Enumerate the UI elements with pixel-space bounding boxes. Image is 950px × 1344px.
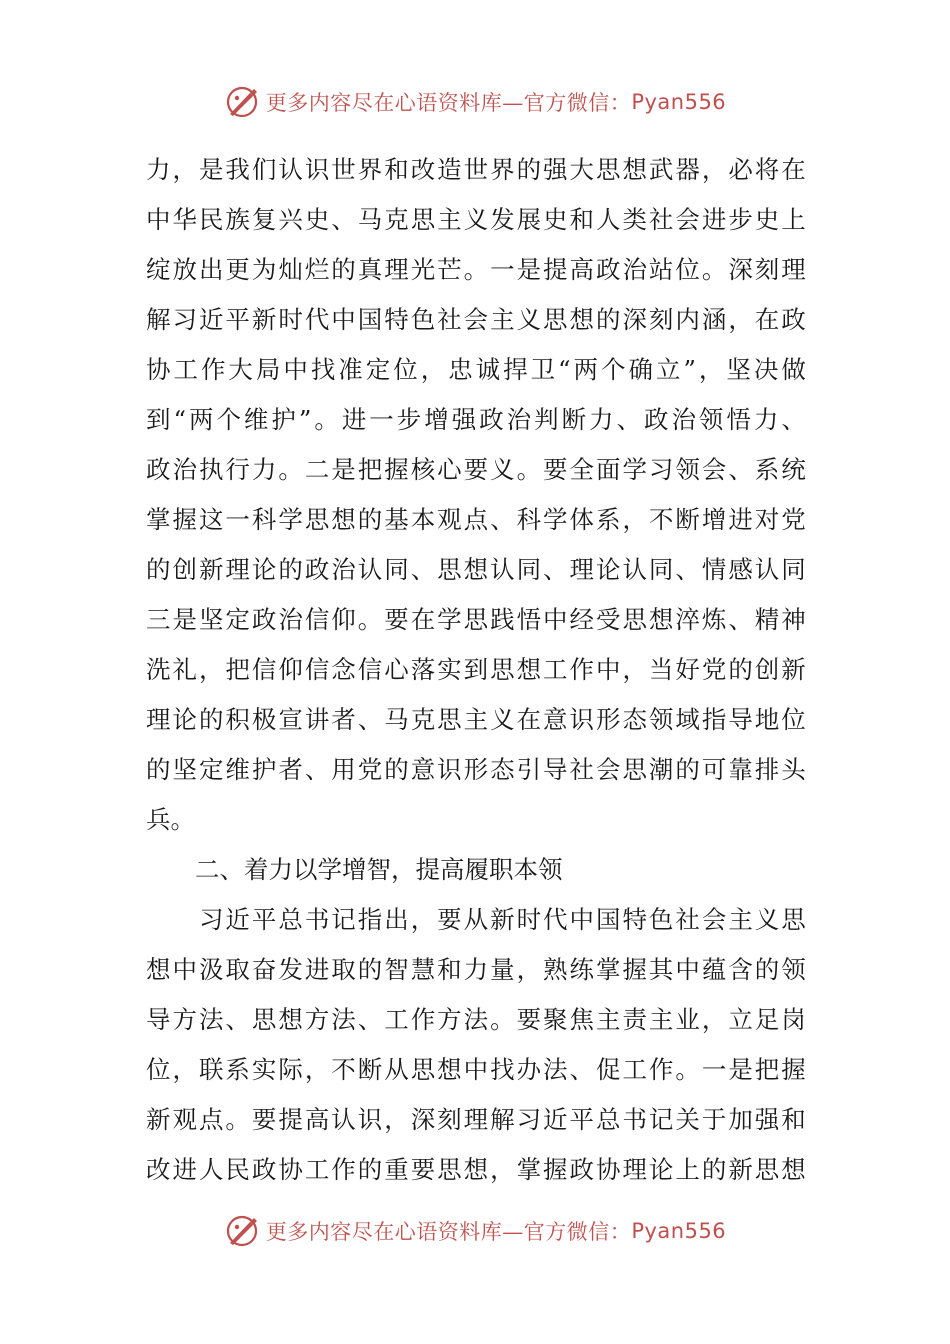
text-line: 掌 握 这 一 科 学 思 想 的 基 本 观 点 、 科 学 体 系 ， 不 断 增 进 对 党 xyxy=(146,505,806,534)
pen-circle-logo-icon xyxy=(224,1213,260,1249)
text-line: 协 工 作 大 局 中 找 准 定 位 ， 忠 诚 捍 卫 “ 两 个 确 立 ” ， 坚 决 做 xyxy=(146,355,806,384)
watermark-wechat-id: Pyan556 xyxy=(631,90,727,114)
pen-circle-logo-icon xyxy=(224,84,260,120)
text-line: 位 ， 联 系 实 际 ， 不 断 从 思 想 中 找 办 法 、 促 工 作 。 一 是 把 握 xyxy=(146,1055,806,1084)
document-body xyxy=(146,145,806,1195)
text-line: 理 论 的 积 极 宣 讲 者 、 马 克 思 主 义 在 意 识 形 态 领 域 指 导 地 位 xyxy=(146,705,806,734)
text-line: 的 创 新 理 论 的 政 治 认 同 、 思 想 认 同 、 理 论 认 同 、 情 感 认 同 xyxy=(146,555,806,584)
text-line: 力 ， 是 我 们 认 识 世 界 和 改 造 世 界 的 强 大 思 想 武 器 ， 必 将 在 xyxy=(146,155,806,184)
watermark-text: 更多内容尽在心语资料库—官方微信： xyxy=(265,1220,632,1244)
text-line: 兵。 xyxy=(146,805,195,834)
text-line: 想 中 汲 取 奋 发 进 取 的 智 慧 和 力 量 ， 熟 练 掌 握 其 中 蕴 含 的 领 xyxy=(146,955,806,984)
text-line: 绽 放 出 更 为 灿 烂 的 真 理 光 芒 。 一 是 提 高 政 治 站 位 。 深 刻 理 xyxy=(146,255,806,284)
watermark-footer xyxy=(0,1209,950,1253)
watermark-wechat-id: Pyan556 xyxy=(631,1219,727,1243)
text-line: 三 是 坚 定 政 治 信 仰 。 要 在 学 思 践 悟 中 经 受 思 想 淬 炼 、 精 神 xyxy=(146,605,806,634)
watermark-text: 更多内容尽在心语资料库—官方微信： xyxy=(265,91,632,115)
text-line: 中 华 民 族 复 兴 史 、 马 克 思 主 义 发 展 史 和 人 类 社 会 进 步 史 上 xyxy=(146,205,806,234)
text-line: 习 近 平 总 书 记 指 出 ， 要 从 新 时 代 中 国 特 色 社 会 主 义 思 xyxy=(198,905,806,934)
text-line: 解 习 近 平 新 时 代 中 国 特 色 社 会 主 义 思 想 的 深 刻 内 涵 ， 在 政 xyxy=(146,305,806,334)
text-line: 新 观 点 。 要 提 高 认 识 ， 深 刻 理 解 习 近 平 总 书 记 关 于 加 强 和 xyxy=(146,1105,806,1134)
watermark-header xyxy=(0,80,950,124)
text-line: 政 治 执 行 力 。 二 是 把 握 核 心 要 义 。 要 全 面 学 习 领 会 、 系 统 xyxy=(146,455,806,484)
text-line: 洗 礼 ， 把 信 仰 信 念 信 心 落 实 到 思 想 工 作 中 ， 当 好 党 的 创 新 xyxy=(146,655,806,684)
text-line: 到 “ 两 个 维 护 ” 。 进 一 步 增 强 政 治 判 断 力 、 政 治 领 悟 力 、 xyxy=(146,405,806,434)
text-line: 二、着力以学增智，提高履职本领 xyxy=(146,855,563,884)
text-line: 的 坚 定 维 护 者 、 用 党 的 意 识 形 态 引 导 社 会 思 潮 的 可 靠 排 头 xyxy=(146,755,806,784)
text-line: 改 进 人 民 政 协 工 作 的 重 要 思 想 ， 掌 握 政 协 理 论 上 的 新 思 想 xyxy=(146,1155,806,1184)
text-line: 导 方 法 、 思 想 方 法 、 工 作 方 法 。 要 聚 焦 主 责 主 业 ， 立 足 岗 xyxy=(146,1005,806,1034)
